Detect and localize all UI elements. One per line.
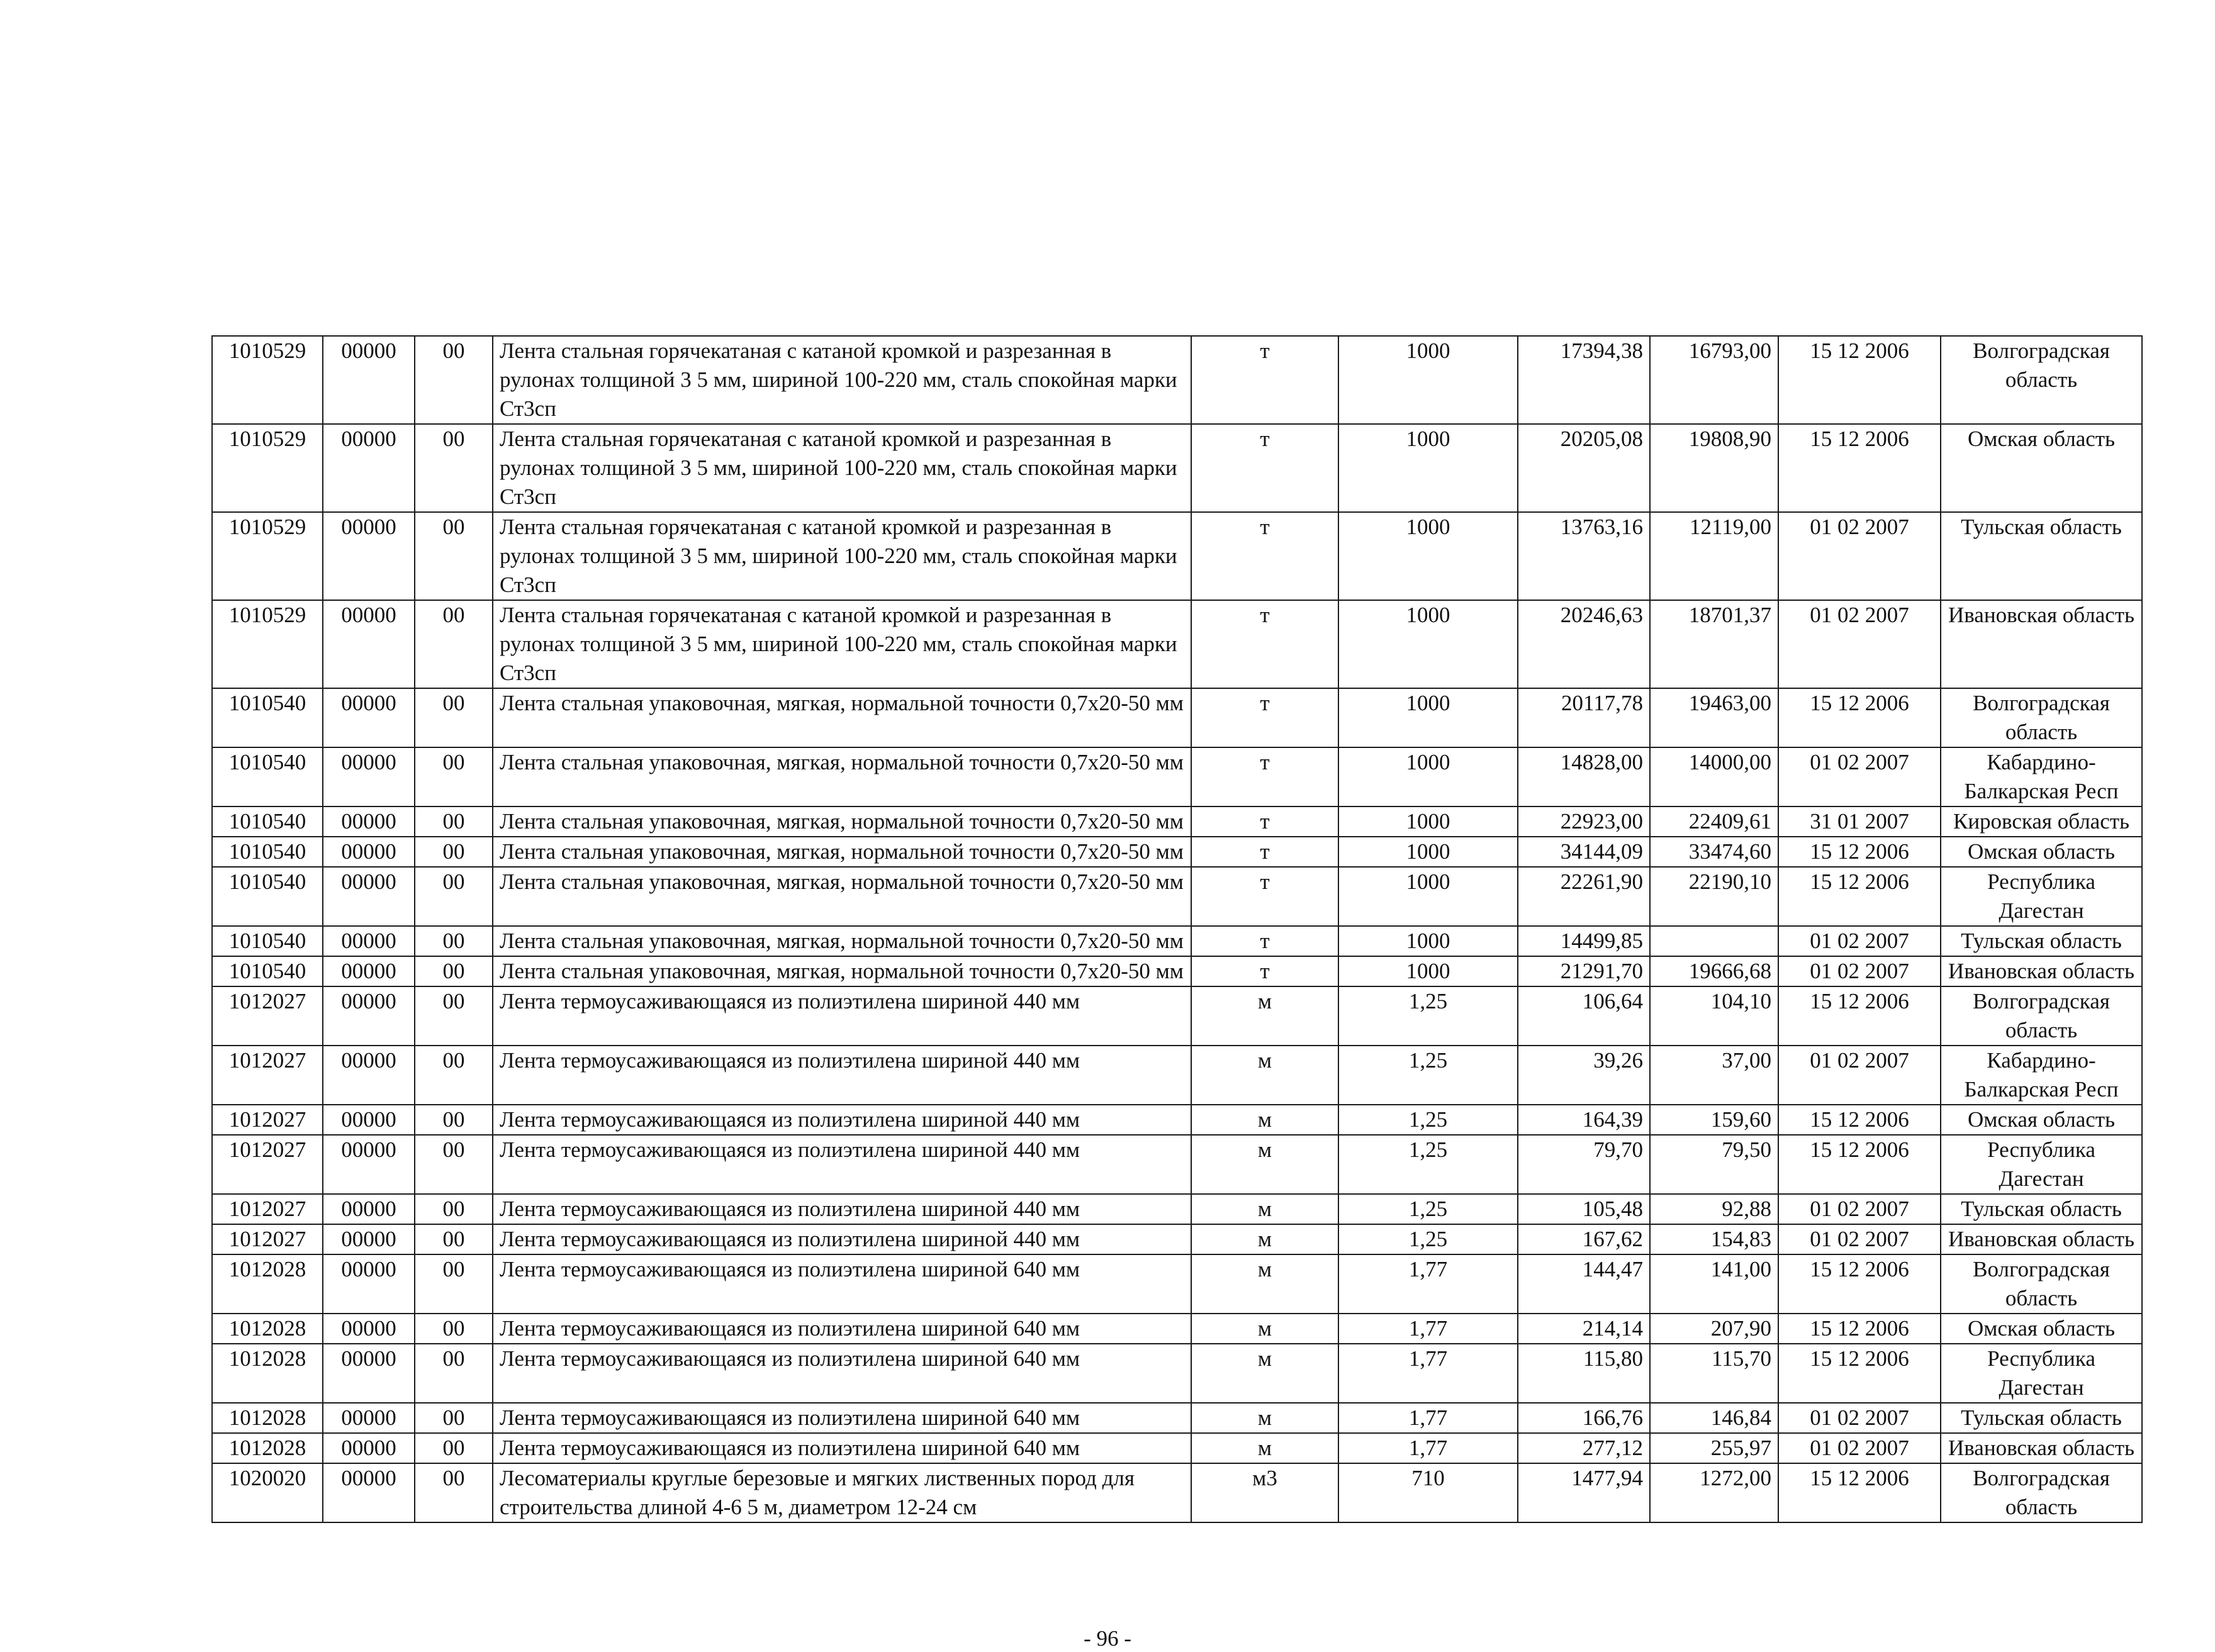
unit-cell: м bbox=[1191, 1046, 1338, 1105]
sub-code-cell: 00000 bbox=[323, 600, 415, 688]
date-cell: 15 12 2006 bbox=[1778, 867, 1941, 926]
date-cell: 15 12 2006 bbox=[1778, 688, 1941, 747]
date-cell: 01 02 2007 bbox=[1778, 1046, 1941, 1105]
unit-cell: т bbox=[1191, 926, 1338, 956]
table-row bbox=[212, 867, 2142, 926]
item-name-cell: Лента стальная упаковочная, мягкая, нормальной точности 0,7х20-50 мм bbox=[493, 926, 1191, 956]
price-cell: 17394,38 bbox=[1518, 336, 1650, 424]
price-cell: 166,76 bbox=[1518, 1403, 1650, 1433]
item-code-cell: 1010529 bbox=[212, 336, 323, 424]
item-code-cell: 1010529 bbox=[212, 512, 323, 600]
date-cell: 15 12 2006 bbox=[1778, 837, 1941, 867]
price-excl-cell: 37,00 bbox=[1650, 1046, 1778, 1105]
item-code-cell: 1012027 bbox=[212, 986, 323, 1046]
price-cell: 22923,00 bbox=[1518, 806, 1650, 837]
quantity-cell: 1,77 bbox=[1338, 1254, 1518, 1314]
price-excl-cell: 19808,90 bbox=[1650, 424, 1778, 512]
table-row bbox=[212, 600, 2142, 688]
unit-cell: м bbox=[1191, 1314, 1338, 1344]
date-cell: 01 02 2007 bbox=[1778, 600, 1941, 688]
region-cell: Омская область bbox=[1941, 1314, 2142, 1344]
sub-code-cell: 00000 bbox=[323, 926, 415, 956]
index-cell: 00 bbox=[415, 1433, 493, 1463]
item-code-cell: 1012028 bbox=[212, 1254, 323, 1314]
table-row bbox=[212, 747, 2142, 806]
quantity-cell: 1,25 bbox=[1338, 1224, 1518, 1254]
item-code-cell: 1010529 bbox=[212, 424, 323, 512]
price-cell: 167,62 bbox=[1518, 1224, 1650, 1254]
price-cell: 21291,70 bbox=[1518, 956, 1650, 986]
index-cell: 00 bbox=[415, 1463, 493, 1522]
table-row bbox=[212, 1135, 2142, 1194]
region-cell: Кировская область bbox=[1941, 806, 2142, 837]
region-cell: Волгоградская область bbox=[1941, 1463, 2142, 1522]
item-name-cell: Лента стальная упаковочная, мягкая, нормальной точности 0,7х20-50 мм bbox=[493, 747, 1191, 806]
region-cell: Республика Дагестан bbox=[1941, 1135, 2142, 1194]
region-cell: Республика Дагестан bbox=[1941, 1344, 2142, 1403]
date-cell: 15 12 2006 bbox=[1778, 1344, 1941, 1403]
index-cell: 00 bbox=[415, 1254, 493, 1314]
quantity-cell: 1000 bbox=[1338, 688, 1518, 747]
sub-code-cell: 00000 bbox=[323, 747, 415, 806]
region-cell: Ивановская область bbox=[1941, 1224, 2142, 1254]
sub-code-cell: 00000 bbox=[323, 1254, 415, 1314]
quantity-cell: 1000 bbox=[1338, 956, 1518, 986]
sub-code-cell: 00000 bbox=[323, 336, 415, 424]
price-excl-cell: 16793,00 bbox=[1650, 336, 1778, 424]
sub-code-cell: 00000 bbox=[323, 986, 415, 1046]
index-cell: 00 bbox=[415, 926, 493, 956]
table-body bbox=[212, 336, 2142, 1522]
price-cell: 13763,16 bbox=[1518, 512, 1650, 600]
table-row bbox=[212, 986, 2142, 1046]
item-name-cell: Лента термоусаживающаяся из полиэтилена шириной 640 мм bbox=[493, 1403, 1191, 1433]
table-row bbox=[212, 806, 2142, 837]
date-cell: 15 12 2006 bbox=[1778, 336, 1941, 424]
region-cell: Тульская область bbox=[1941, 1194, 2142, 1224]
unit-cell: м bbox=[1191, 1433, 1338, 1463]
sub-code-cell: 00000 bbox=[323, 1224, 415, 1254]
region-cell: Волгоградская область bbox=[1941, 688, 2142, 747]
unit-cell: м bbox=[1191, 1254, 1338, 1314]
table-row bbox=[212, 336, 2142, 424]
index-cell: 00 bbox=[415, 986, 493, 1046]
price-excl-cell: 141,00 bbox=[1650, 1254, 1778, 1314]
table-row bbox=[212, 512, 2142, 600]
price-cell: 115,80 bbox=[1518, 1344, 1650, 1403]
item-code-cell: 1010540 bbox=[212, 806, 323, 837]
price-cell: 20117,78 bbox=[1518, 688, 1650, 747]
sub-code-cell: 00000 bbox=[323, 837, 415, 867]
price-excl-cell: 33474,60 bbox=[1650, 837, 1778, 867]
unit-cell: т bbox=[1191, 424, 1338, 512]
date-cell: 01 02 2007 bbox=[1778, 1433, 1941, 1463]
sub-code-cell: 00000 bbox=[323, 1403, 415, 1433]
price-excl-cell bbox=[1650, 926, 1778, 956]
unit-cell: м bbox=[1191, 1224, 1338, 1254]
date-cell: 01 02 2007 bbox=[1778, 747, 1941, 806]
index-cell: 00 bbox=[415, 336, 493, 424]
quantity-cell: 1,25 bbox=[1338, 1105, 1518, 1135]
index-cell: 00 bbox=[415, 1194, 493, 1224]
item-name-cell: Лента стальная горячекатаная с катаной кромкой и разрезанная в рулонах толщиной 3 5 мм, шириной 100-220 мм, сталь спокойная марки Ст3сп bbox=[493, 512, 1191, 600]
item-name-cell: Лента термоусаживающаяся из полиэтилена шириной 640 мм bbox=[493, 1254, 1191, 1314]
date-cell: 01 02 2007 bbox=[1778, 926, 1941, 956]
region-cell: Тульская область bbox=[1941, 926, 2142, 956]
table-row bbox=[212, 1254, 2142, 1314]
quantity-cell: 1,77 bbox=[1338, 1403, 1518, 1433]
item-code-cell: 1012028 bbox=[212, 1314, 323, 1344]
item-code-cell: 1010540 bbox=[212, 747, 323, 806]
date-cell: 01 02 2007 bbox=[1778, 512, 1941, 600]
quantity-cell: 1,77 bbox=[1338, 1344, 1518, 1403]
quantity-cell: 1,25 bbox=[1338, 1194, 1518, 1224]
region-cell: Ивановская область bbox=[1941, 956, 2142, 986]
index-cell: 00 bbox=[415, 1403, 493, 1433]
quantity-cell: 1000 bbox=[1338, 867, 1518, 926]
sub-code-cell: 00000 bbox=[323, 1194, 415, 1224]
date-cell: 15 12 2006 bbox=[1778, 1314, 1941, 1344]
item-name-cell: Лента термоусаживающаяся из полиэтилена шириной 440 мм bbox=[493, 1224, 1191, 1254]
region-cell: Кабардино-Балкарская Респ bbox=[1941, 1046, 2142, 1105]
date-cell: 15 12 2006 bbox=[1778, 1105, 1941, 1135]
table-row bbox=[212, 1344, 2142, 1403]
item-code-cell: 1010540 bbox=[212, 956, 323, 986]
index-cell: 00 bbox=[415, 1224, 493, 1254]
price-cell: 164,39 bbox=[1518, 1105, 1650, 1135]
quantity-cell: 1000 bbox=[1338, 837, 1518, 867]
unit-cell: м bbox=[1191, 986, 1338, 1046]
price-cell: 34144,09 bbox=[1518, 837, 1650, 867]
item-code-cell: 1012027 bbox=[212, 1224, 323, 1254]
index-cell: 00 bbox=[415, 747, 493, 806]
region-cell: Ивановская область bbox=[1941, 1433, 2142, 1463]
item-name-cell: Лента стальная горячекатаная с катаной кромкой и разрезанная в рулонах толщиной 3 5 мм, шириной 100-220 мм, сталь спокойная марки Ст3сп bbox=[493, 600, 1191, 688]
sub-code-cell: 00000 bbox=[323, 1463, 415, 1522]
price-excl-cell: 154,83 bbox=[1650, 1224, 1778, 1254]
unit-cell: т bbox=[1191, 336, 1338, 424]
price-excl-cell: 22190,10 bbox=[1650, 867, 1778, 926]
index-cell: 00 bbox=[415, 424, 493, 512]
item-code-cell: 1012027 bbox=[212, 1135, 323, 1194]
table-row bbox=[212, 1403, 2142, 1433]
price-excl-cell: 159,60 bbox=[1650, 1105, 1778, 1135]
unit-cell: т bbox=[1191, 837, 1338, 867]
region-cell: Омская область bbox=[1941, 837, 2142, 867]
price-excl-cell: 207,90 bbox=[1650, 1314, 1778, 1344]
region-cell: Волгоградская область bbox=[1941, 336, 2142, 424]
price-cell: 14499,85 bbox=[1518, 926, 1650, 956]
item-name-cell: Лента термоусаживающаяся из полиэтилена шириной 440 мм bbox=[493, 1105, 1191, 1135]
unit-cell: т bbox=[1191, 747, 1338, 806]
price-excl-cell: 18701,37 bbox=[1650, 600, 1778, 688]
date-cell: 15 12 2006 bbox=[1778, 986, 1941, 1046]
region-cell: Республика Дагестан bbox=[1941, 867, 2142, 926]
item-code-cell: 1012027 bbox=[212, 1105, 323, 1135]
item-code-cell: 1020020 bbox=[212, 1463, 323, 1522]
price-cell: 39,26 bbox=[1518, 1046, 1650, 1105]
index-cell: 00 bbox=[415, 512, 493, 600]
price-excl-cell: 79,50 bbox=[1650, 1135, 1778, 1194]
item-code-cell: 1010540 bbox=[212, 688, 323, 747]
region-cell: Волгоградская область bbox=[1941, 1254, 2142, 1314]
item-name-cell: Лента термоусаживающаяся из полиэтилена шириной 640 мм bbox=[493, 1344, 1191, 1403]
price-cell: 144,47 bbox=[1518, 1254, 1650, 1314]
date-cell: 15 12 2006 bbox=[1778, 424, 1941, 512]
sub-code-cell: 00000 bbox=[323, 956, 415, 986]
index-cell: 00 bbox=[415, 1105, 493, 1135]
sub-code-cell: 00000 bbox=[323, 1046, 415, 1105]
index-cell: 00 bbox=[415, 837, 493, 867]
price-excl-cell: 14000,00 bbox=[1650, 747, 1778, 806]
price-cell: 214,14 bbox=[1518, 1314, 1650, 1344]
item-code-cell: 1012028 bbox=[212, 1403, 323, 1433]
price-cell: 106,64 bbox=[1518, 986, 1650, 1046]
price-excl-cell: 22409,61 bbox=[1650, 806, 1778, 837]
table-row bbox=[212, 926, 2142, 956]
index-cell: 00 bbox=[415, 956, 493, 986]
sub-code-cell: 00000 bbox=[323, 1433, 415, 1463]
price-cell: 22261,90 bbox=[1518, 867, 1650, 926]
unit-cell: м bbox=[1191, 1344, 1338, 1403]
quantity-cell: 1000 bbox=[1338, 806, 1518, 837]
table-row bbox=[212, 1433, 2142, 1463]
unit-cell: т bbox=[1191, 512, 1338, 600]
item-name-cell: Лента термоусаживающаяся из полиэтилена шириной 440 мм bbox=[493, 1135, 1191, 1194]
sub-code-cell: 00000 bbox=[323, 1135, 415, 1194]
date-cell: 01 02 2007 bbox=[1778, 1224, 1941, 1254]
price-excl-cell: 146,84 bbox=[1650, 1403, 1778, 1433]
item-code-cell: 1010529 bbox=[212, 600, 323, 688]
sub-code-cell: 00000 bbox=[323, 688, 415, 747]
table-row bbox=[212, 956, 2142, 986]
unit-cell: м bbox=[1191, 1135, 1338, 1194]
price-excl-cell: 92,88 bbox=[1650, 1194, 1778, 1224]
item-code-cell: 1012028 bbox=[212, 1344, 323, 1403]
table-row bbox=[212, 424, 2142, 512]
price-excl-cell: 115,70 bbox=[1650, 1344, 1778, 1403]
item-name-cell: Лента стальная упаковочная, мягкая, нормальной точности 0,7х20-50 мм bbox=[493, 837, 1191, 867]
index-cell: 00 bbox=[415, 1314, 493, 1344]
item-name-cell: Лента термоусаживающаяся из полиэтилена шириной 640 мм bbox=[493, 1433, 1191, 1463]
quantity-cell: 1000 bbox=[1338, 747, 1518, 806]
region-cell: Омская область bbox=[1941, 424, 2142, 512]
date-cell: 15 12 2006 bbox=[1778, 1135, 1941, 1194]
table-row bbox=[212, 837, 2142, 867]
unit-cell: т bbox=[1191, 867, 1338, 926]
price-excl-cell: 19666,68 bbox=[1650, 956, 1778, 986]
unit-cell: м bbox=[1191, 1105, 1338, 1135]
date-cell: 01 02 2007 bbox=[1778, 956, 1941, 986]
index-cell: 00 bbox=[415, 600, 493, 688]
region-cell: Тульская область bbox=[1941, 512, 2142, 600]
unit-cell: т bbox=[1191, 600, 1338, 688]
quantity-cell: 1,77 bbox=[1338, 1433, 1518, 1463]
unit-cell: т bbox=[1191, 956, 1338, 986]
quantity-cell: 1,25 bbox=[1338, 1135, 1518, 1194]
price-cell: 20246,63 bbox=[1518, 600, 1650, 688]
item-name-cell: Лента стальная упаковочная, мягкая, нормальной точности 0,7х20-50 мм bbox=[493, 806, 1191, 837]
price-table bbox=[211, 335, 2143, 1523]
sub-code-cell: 00000 bbox=[323, 512, 415, 600]
quantity-cell: 710 bbox=[1338, 1463, 1518, 1522]
index-cell: 00 bbox=[415, 1135, 493, 1194]
item-name-cell: Лента термоусаживающаяся из полиэтилена шириной 640 мм bbox=[493, 1314, 1191, 1344]
quantity-cell: 1,25 bbox=[1338, 1046, 1518, 1105]
price-cell: 79,70 bbox=[1518, 1135, 1650, 1194]
item-name-cell: Лента стальная упаковочная, мягкая, нормальной точности 0,7х20-50 мм bbox=[493, 956, 1191, 986]
price-cell: 20205,08 bbox=[1518, 424, 1650, 512]
region-cell: Омская область bbox=[1941, 1105, 2142, 1135]
price-excl-cell: 1272,00 bbox=[1650, 1463, 1778, 1522]
item-name-cell: Лента термоусаживающаяся из полиэтилена шириной 440 мм bbox=[493, 1046, 1191, 1105]
quantity-cell: 1000 bbox=[1338, 600, 1518, 688]
sub-code-cell: 00000 bbox=[323, 1344, 415, 1403]
quantity-cell: 1000 bbox=[1338, 512, 1518, 600]
table-row bbox=[212, 1194, 2142, 1224]
item-name-cell: Лента термоусаживающаяся из полиэтилена шириной 440 мм bbox=[493, 986, 1191, 1046]
item-name-cell: Лента стальная упаковочная, мягкая, нормальной точности 0,7х20-50 мм bbox=[493, 867, 1191, 926]
item-name-cell: Лента стальная горячекатаная с катаной кромкой и разрезанная в рулонах толщиной 3 5 мм, шириной 100-220 мм, сталь спокойная марки Ст3сп bbox=[493, 336, 1191, 424]
price-cell: 277,12 bbox=[1518, 1433, 1650, 1463]
table-row bbox=[212, 1105, 2142, 1135]
date-cell: 01 02 2007 bbox=[1778, 1403, 1941, 1433]
item-name-cell: Лесоматериалы круглые березовые и мягких лиственных пород для строительства длиной 4-6 5 м, диаметром 12-24 см bbox=[493, 1463, 1191, 1522]
sub-code-cell: 00000 bbox=[323, 1314, 415, 1344]
item-code-cell: 1012027 bbox=[212, 1194, 323, 1224]
unit-cell: т bbox=[1191, 688, 1338, 747]
date-cell: 15 12 2006 bbox=[1778, 1254, 1941, 1314]
sub-code-cell: 00000 bbox=[323, 806, 415, 837]
date-cell: 31 01 2007 bbox=[1778, 806, 1941, 837]
index-cell: 00 bbox=[415, 806, 493, 837]
quantity-cell: 1,77 bbox=[1338, 1314, 1518, 1344]
sub-code-cell: 00000 bbox=[323, 424, 415, 512]
price-cell: 14828,00 bbox=[1518, 747, 1650, 806]
table-row bbox=[212, 1224, 2142, 1254]
table-row bbox=[212, 688, 2142, 747]
price-cell: 105,48 bbox=[1518, 1194, 1650, 1224]
table-row bbox=[212, 1314, 2142, 1344]
quantity-cell: 1000 bbox=[1338, 336, 1518, 424]
price-excl-cell: 255,97 bbox=[1650, 1433, 1778, 1463]
region-cell: Ивановская область bbox=[1941, 600, 2142, 688]
region-cell: Волгоградская область bbox=[1941, 986, 2142, 1046]
unit-cell: м bbox=[1191, 1194, 1338, 1224]
item-code-cell: 1012027 bbox=[212, 1046, 323, 1105]
unit-cell: м bbox=[1191, 1403, 1338, 1433]
quantity-cell: 1000 bbox=[1338, 424, 1518, 512]
table-row bbox=[212, 1046, 2142, 1105]
table-row bbox=[212, 1463, 2142, 1522]
quantity-cell: 1,25 bbox=[1338, 986, 1518, 1046]
region-cell: Тульская область bbox=[1941, 1403, 2142, 1433]
item-code-cell: 1010540 bbox=[212, 926, 323, 956]
item-code-cell: 1010540 bbox=[212, 837, 323, 867]
price-excl-cell: 12119,00 bbox=[1650, 512, 1778, 600]
item-name-cell: Лента стальная горячекатаная с катаной кромкой и разрезанная в рулонах толщиной 3 5 мм, шириной 100-220 мм, сталь спокойная марки Ст3сп bbox=[493, 424, 1191, 512]
date-cell: 15 12 2006 bbox=[1778, 1463, 1941, 1522]
index-cell: 00 bbox=[415, 867, 493, 926]
region-cell: Кабардино-Балкарская Респ bbox=[1941, 747, 2142, 806]
sub-code-cell: 00000 bbox=[323, 1105, 415, 1135]
index-cell: 00 bbox=[415, 688, 493, 747]
unit-cell: м3 bbox=[1191, 1463, 1338, 1522]
date-cell: 01 02 2007 bbox=[1778, 1194, 1941, 1224]
index-cell: 00 bbox=[415, 1046, 493, 1105]
item-name-cell: Лента термоусаживающаяся из полиэтилена шириной 440 мм bbox=[493, 1194, 1191, 1224]
price-cell: 1477,94 bbox=[1518, 1463, 1650, 1522]
unit-cell: т bbox=[1191, 806, 1338, 837]
item-code-cell: 1010540 bbox=[212, 867, 323, 926]
item-code-cell: 1012028 bbox=[212, 1433, 323, 1463]
index-cell: 00 bbox=[415, 1344, 493, 1403]
page-number: - 96 - bbox=[1084, 1626, 1131, 1651]
quantity-cell: 1000 bbox=[1338, 926, 1518, 956]
sub-code-cell: 00000 bbox=[323, 867, 415, 926]
item-name-cell: Лента стальная упаковочная, мягкая, нормальной точности 0,7х20-50 мм bbox=[493, 688, 1191, 747]
price-excl-cell: 104,10 bbox=[1650, 986, 1778, 1046]
price-excl-cell: 19463,00 bbox=[1650, 688, 1778, 747]
